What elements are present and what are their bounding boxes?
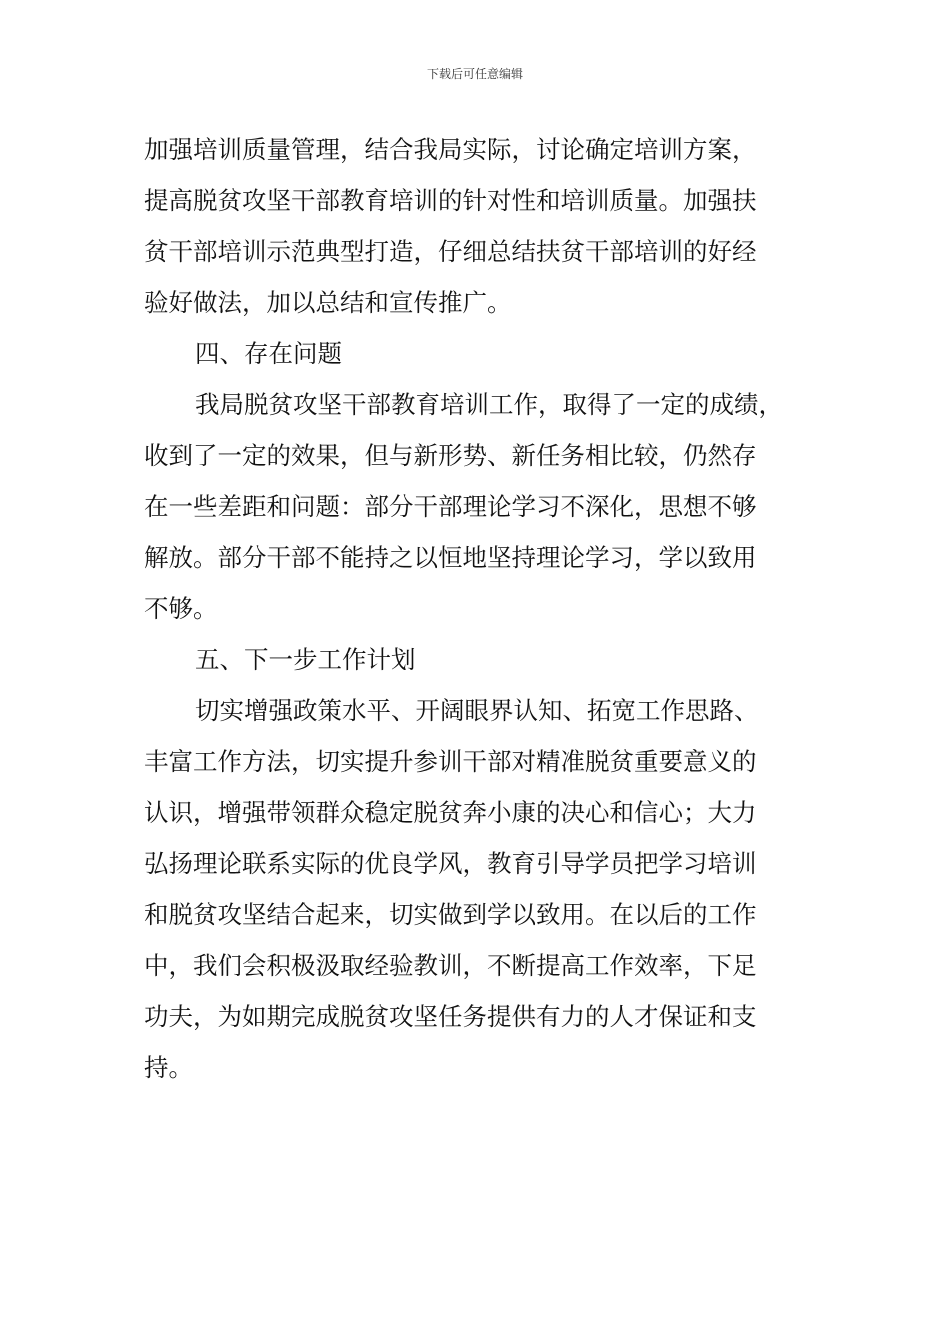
paragraph-line: 持。 bbox=[144, 1053, 193, 1082]
paragraph-line: 功夫，为如期完成脱贫攻坚任务提供有力的人才保证和支 bbox=[144, 1002, 757, 1031]
section-heading-problems: 四、存在问题 bbox=[195, 339, 342, 368]
paragraph-line: 在一些差距和问题：部分干部理论学习不深化，思想不够 bbox=[144, 492, 757, 521]
section-heading-next-plan: 五、下一步工作计划 bbox=[195, 645, 416, 674]
paragraph-line: 和脱贫攻坚结合起来，切实做到学以致用。在以后的工作 bbox=[144, 900, 757, 929]
paragraph-line: 认识，增强带领群众稳定脱贫奔小康的决心和信心；大力 bbox=[144, 798, 757, 827]
paragraph-line: 提高脱贫攻坚干部教育培训的针对性和培训质量。加强扶 bbox=[144, 186, 757, 215]
paragraph-line: 弘扬理论联系实际的优良学风，教育引导学员把学习培训 bbox=[144, 849, 757, 878]
paragraph-line: 加强培训质量管理，结合我局实际，讨论确定培训方案， bbox=[144, 135, 757, 164]
paragraph-line: 中，我们会积极汲取经验教训，不断提高工作效率，下足 bbox=[144, 951, 757, 980]
paragraph-line: 验好做法，加以总结和宣传推广。 bbox=[144, 288, 512, 317]
header-note: 下载后可任意编辑 bbox=[426, 67, 523, 81]
paragraph-line: 收到了一定的效果，但与新形势、新任务相比较，仍然存 bbox=[144, 441, 757, 470]
paragraph-line: 切实增强政策水平、开阔眼界认知、拓宽工作思路、 bbox=[195, 696, 759, 725]
paragraph-line: 丰富工作方法，切实提升参训干部对精准脱贫重要意义的 bbox=[144, 747, 757, 776]
paragraph-line: 不够。 bbox=[144, 594, 218, 623]
body-text bbox=[144, 124, 816, 1093]
paragraph-line: 解放。部分干部不能持之以恒地坚持理论学习，学以致用 bbox=[144, 543, 757, 572]
paragraph-line: 贫干部培训示范典型打造，仔细总结扶贫干部培训的好经 bbox=[144, 237, 757, 266]
paragraph-line: 我局脱贫攻坚干部教育培训工作，取得了一定的成绩， bbox=[195, 390, 783, 419]
